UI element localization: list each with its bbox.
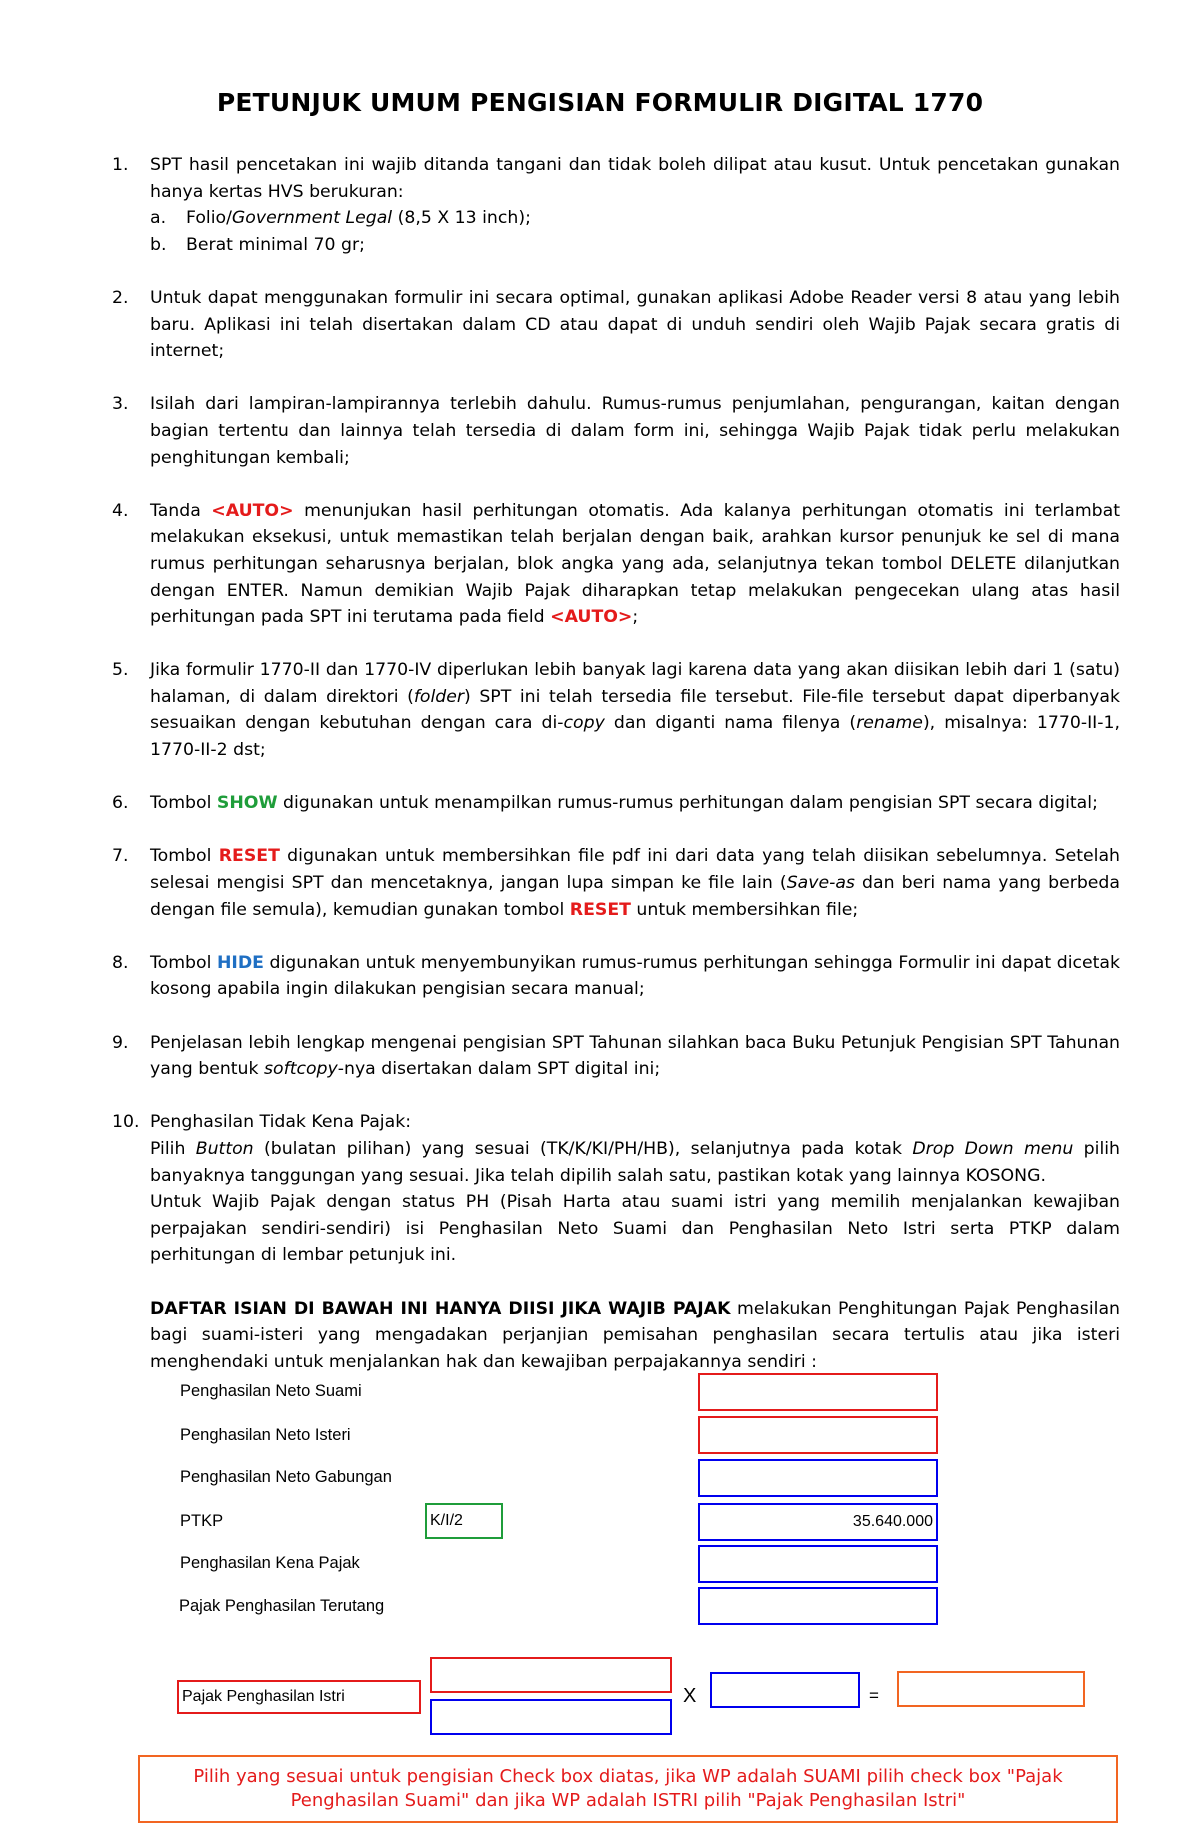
item-number: 8. xyxy=(112,952,129,973)
neto-isteri-field[interactable] xyxy=(698,1416,938,1454)
list-item-3 xyxy=(112,391,1120,471)
item-number: 3. xyxy=(112,394,129,415)
equals-sign: = xyxy=(869,1686,879,1705)
item-text: Tombol RESET digunakan untuk membersihkan file pdf ini dari data yang telah diisikan sebelumnya. Setelah selesai mengisi SPT dan mencetaknya, jangan lupa simpan ke file lain (Save-as dan beri nama yang berbeda dengan file semula), kemudian gunakan tombol RESET untuk membersihkan file; xyxy=(150,846,1120,920)
list-item-10 xyxy=(112,1109,1120,1375)
item-number: 10. xyxy=(112,1112,140,1133)
neto-suami-field[interactable] xyxy=(698,1373,938,1411)
item-number: 9. xyxy=(112,1032,129,1053)
sub-italic: Government Legal xyxy=(231,208,393,229)
item-text: Isilah dari lampiran-lampirannya terlebih dahulu. Rumus-rumus penjumlahan, pengurangan, kaitan dengan bagian tertentu dan lainnya telah tersedia di dalam form ini, sehingga Wajib Pajak tidak perlu melakukan penghitungan kembali; xyxy=(150,394,1120,468)
sub-text-end: (8,5 X 13 inch); xyxy=(392,208,531,229)
item-number: 2. xyxy=(112,287,129,308)
label-ptkp: PTKP xyxy=(180,1512,224,1530)
sub-text: Berat minimal 70 gr; xyxy=(186,234,365,255)
label-neto-suami: Penghasilan Neto Suami xyxy=(180,1382,362,1400)
times-sign: X xyxy=(683,1685,697,1707)
label-neto-isteri: Penghasilan Neto Isteri xyxy=(180,1426,351,1444)
label-istri: Pajak Penghasilan Istri xyxy=(182,1688,345,1705)
istri-checkbox[interactable] xyxy=(177,1680,421,1714)
list-item-6 xyxy=(112,790,1120,817)
sub-letter: a. xyxy=(150,208,167,229)
item-text: Tombol HIDE digunakan untuk menyembunyikan rumus-rumus perhitungan sehingga Formulir ini dapat dicetak kosong apabila ingin dilakukan pengisian secara manual; xyxy=(150,952,1120,1000)
auto-tag: <AUTO> xyxy=(211,500,294,521)
reset-keyword: RESET xyxy=(569,899,631,920)
item-text: Tombol SHOW digunakan untuk menampilkan rumus-rumus perhitungan dalam pengisian SPT secara digital; xyxy=(150,793,1098,814)
show-keyword: SHOW xyxy=(216,793,278,814)
item-text: SPT hasil pencetakan ini wajib ditanda tangani dan tidak boleh dilipat atau kusut. Untuk pencetakan gunakan hanya kertas HVS berukuran: xyxy=(150,155,1120,202)
list-item-2 xyxy=(112,285,1120,365)
terutang-field[interactable] xyxy=(698,1587,938,1625)
item-heading: Penghasilan Tidak Kena Pajak: xyxy=(150,1112,412,1133)
sub-item-b xyxy=(150,232,1120,259)
sub-letter: b. xyxy=(150,234,167,255)
istri-numerator-field[interactable] xyxy=(430,1657,672,1693)
page-title: PETUNJUK UMUM PENGISIAN FORMULIR DIGITAL 1770 xyxy=(216,88,984,117)
item-text: Untuk dapat menggunakan formulir ini secara optimal, gunakan aplikasi Adobe Reader versi 8 atau yang lebih baru. Aplikasi ini telah disertakan dalam CD atau dapat di unduh sendiri oleh Wajib Pajak secara gratis di internet; xyxy=(150,287,1120,362)
item-text: Penjelasan lebih lengkap mengenai pengisian SPT Tahunan silahkan baca Buku Petunjuk Pengisian SPT Tahunan yang bentuk softcopy-nya disertakan dalam SPT digital ini; xyxy=(150,1032,1120,1080)
list-item-8 xyxy=(112,950,1120,1003)
item-number: 5. xyxy=(112,660,129,681)
list-item-7 xyxy=(112,843,1120,923)
list-item-1 xyxy=(112,152,1120,258)
item-text: Jika formulir 1770-II dan 1770-IV diperlukan lebih banyak lagi karena data yang akan diisikan lebih dari 1 (satu) halaman, di dalam direktori (folder) SPT ini telah tersedia file tersebut. File-file tersebut dapat diperbanyak sesuaikan dengan kebutuhan dengan cara di-copy dan diganti nama filenya (rename), misalnya: 1770-II-1, 1770-II-2 dst; xyxy=(150,660,1121,761)
ptkp-status-field[interactable]: K/I/2 xyxy=(425,1503,503,1539)
reset-keyword: RESET xyxy=(218,846,280,867)
sub-item-a xyxy=(150,205,1120,232)
item-number: 7. xyxy=(112,846,129,867)
list-item-9 xyxy=(112,1030,1120,1083)
item-number: 1. xyxy=(112,155,129,175)
list-item-4 xyxy=(112,498,1120,631)
item-number: 6. xyxy=(112,793,129,814)
label-neto-gabungan: Penghasilan Neto Gabungan xyxy=(180,1468,392,1486)
label-terutang: Pajak Penghasilan Terutang xyxy=(179,1597,385,1615)
auto-tag: <AUTO> xyxy=(550,607,633,628)
istri-denominator-field[interactable] xyxy=(430,1699,672,1735)
ptkp-value-field[interactable]: 35.640.000 xyxy=(698,1503,938,1541)
item-text-2: Untuk Wajib Pajak dengan status PH (Pisah Harta atau suami istri yang memilih menjalankan kewajiban perpajakan sendiri-sendiri) isi Penghasilan Neto Suami dan Penghasilan Neto Istri serta PTKP dalam perhitungan di lembar petunjuk ini. xyxy=(150,1192,1120,1266)
item-number: 4. xyxy=(112,500,129,521)
instruction-list xyxy=(112,152,1120,1402)
kena-pajak-field[interactable] xyxy=(698,1545,938,1583)
label-kena-pajak: Penghasilan Kena Pajak xyxy=(180,1554,360,1572)
istri-result-field[interactable] xyxy=(897,1671,1085,1707)
sub-text: Folio/ xyxy=(186,208,232,229)
item-text-3: DAFTAR ISIAN DI BAWAH INI HANYA DIISI JIKA WAJIB PAJAK melakukan Penghitungan Pajak Penghasilan bagi suami-isteri yang mengadakan perjanjian pemisahan penghasilan secara tertulis atau jika isteri menghendaki untuk menjalankan hak dan kewajiban perpajakannya sendiri : xyxy=(150,1298,1120,1372)
item-text: Tanda <AUTO> menunjukan hasil perhitungan otomatis. Ada kalanya perhitungan otomatis ini terlambat melakukan eksekusi, untuk memastikan telah berjalan dengan baik, arahkan kursor penunjuk ke sel di mana rumus perhitungan seharusnya berjalan, blok angka yang ada, selanjutnya tekan tombol DELETE dilanjutkan dengan ENTER. Namun demikian Wajib Pajak diharapkan tetap melakukan pengecekan ulang atas hasil perhitungan pada SPT ini terutama pada field <AUTO>; xyxy=(150,500,1121,628)
item-text: Pilih Button (bulatan pilihan) yang sesuai (TK/K/KI/PH/HB), selanjutnya pada kotak Drop Down menu pilih banyaknya tanggungan yang sesuai. Jika telah dipilih salah satu, pastikan kotak yang lainnya KOSONG. xyxy=(150,1138,1120,1186)
neto-gabungan-field[interactable] xyxy=(698,1459,938,1497)
hide-keyword: HIDE xyxy=(216,952,264,973)
list-item-5 xyxy=(112,657,1120,763)
multiplier-field[interactable] xyxy=(710,1672,860,1708)
instruction-note: Pilih yang sesuai untuk pengisian Check box diatas, jika WP adalah SUAMI pilih check box "Pajak Penghasilan Suami" dan jika WP adalah ISTRI pilih "Pajak Penghasilan Istri" xyxy=(138,1755,1118,1823)
